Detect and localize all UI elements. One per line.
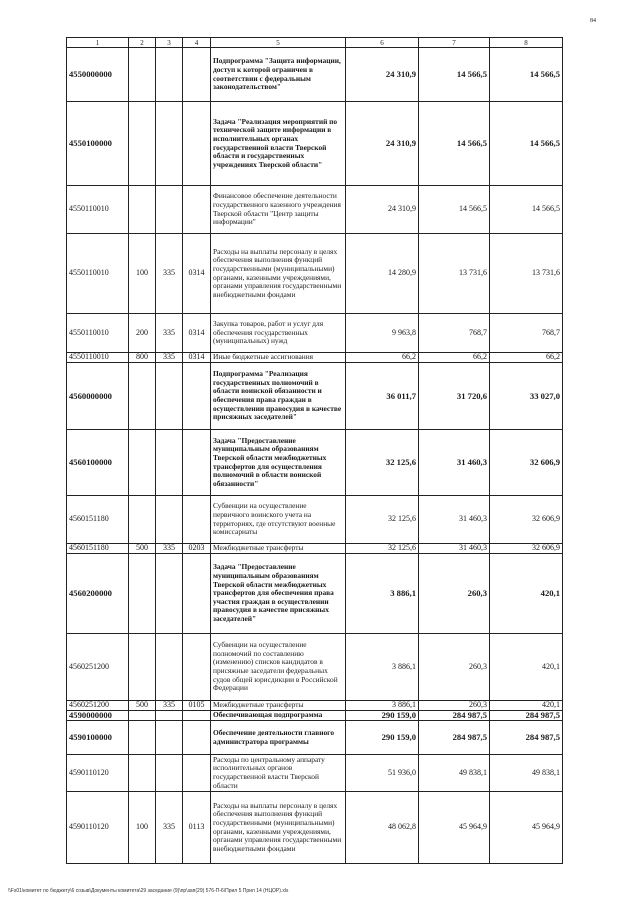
- expense-type-cell: [129, 496, 156, 544]
- section-code-cell: [183, 102, 211, 186]
- amount-year2-cell: 49 838,1: [419, 755, 490, 792]
- amount-year2-cell: 14 566,5: [419, 102, 490, 186]
- section-code-cell: [183, 634, 211, 701]
- admin-code-cell: 335: [156, 792, 183, 864]
- section-code-cell: 0314: [183, 353, 211, 363]
- expense-type-cell: 800: [129, 353, 156, 363]
- admin-code-cell: [156, 363, 183, 430]
- column-header: 7: [419, 38, 490, 48]
- amount-year2-cell: 260,3: [419, 554, 490, 634]
- table-row: [67, 554, 563, 634]
- file-path-footer: \\Fs01\комитет по бюджету\6 созыв\Документы комитета\29 заседание (9)\пр\зап(29) 576-П-6\Прил 5 Прил 14 (НЦОР).xls: [8, 888, 289, 894]
- budget-code-cell: 4550110010: [67, 186, 129, 234]
- amount-year3-cell: 32 606,9: [490, 544, 563, 554]
- amount-year1-cell: 3 886,1: [346, 634, 419, 701]
- table-row: [67, 186, 563, 234]
- amount-year3-cell: 49 838,1: [490, 755, 563, 792]
- section-code-cell: [183, 430, 211, 496]
- description-cell: Межбюджетные трансферты: [211, 701, 346, 711]
- amount-year3-cell: 32 606,9: [490, 430, 563, 496]
- budget-code-cell: 4550110010: [67, 353, 129, 363]
- budget-table-container: [66, 37, 562, 864]
- admin-code-cell: [156, 186, 183, 234]
- description-cell: Расходы по центральному аппарату исполнительных органов государственной власти Тверской области: [211, 755, 346, 792]
- amount-year1-cell: 9 963,8: [346, 314, 419, 353]
- admin-code-cell: 335: [156, 544, 183, 554]
- table-row: [67, 102, 563, 186]
- amount-year3-cell: 420,1: [490, 634, 563, 701]
- amount-year3-cell: 66,2: [490, 353, 563, 363]
- description-cell: Расходы на выплаты персоналу в целях обеспечения выполнения функций государственными (муниципальными) органами, казенными учреждениями, органами управления государственными внебюджетными фондами: [211, 234, 346, 314]
- table-row: [67, 721, 563, 755]
- table-row: [67, 544, 563, 554]
- expense-type-cell: [129, 430, 156, 496]
- amount-year3-cell: 13 731,6: [490, 234, 563, 314]
- admin-code-cell: 335: [156, 701, 183, 711]
- amount-year2-cell: 31 460,3: [419, 496, 490, 544]
- section-code-cell: 0314: [183, 234, 211, 314]
- budget-code-cell: 4550110010: [67, 314, 129, 353]
- amount-year1-cell: 290 159,0: [346, 711, 419, 721]
- section-code-cell: [183, 755, 211, 792]
- description-cell: Расходы на выплаты персоналу в целях обеспечения выполнения функций государственными (муниципальными) органами, казенными учреждениями, органами управления государственными внебюджетными фондами: [211, 792, 346, 864]
- expense-type-cell: [129, 363, 156, 430]
- section-code-cell: [183, 186, 211, 234]
- expense-type-cell: 500: [129, 544, 156, 554]
- amount-year1-cell: 24 310,9: [346, 102, 419, 186]
- expense-type-cell: 500: [129, 701, 156, 711]
- description-cell: Обеспечивающая подпрограмма: [211, 711, 346, 721]
- description-cell: Задача "Предоставление муниципальным образованиям Тверской области межбюджетных трансфертов для осуществления полномочий в области воинской обязанности": [211, 430, 346, 496]
- amount-year1-cell: 36 011,7: [346, 363, 419, 430]
- budget-code-cell: 4550000000: [67, 48, 129, 102]
- column-header: 3: [156, 38, 183, 48]
- section-code-cell: 0105: [183, 701, 211, 711]
- admin-code-cell: [156, 496, 183, 544]
- expense-type-cell: [129, 634, 156, 701]
- amount-year2-cell: 31 720,6: [419, 363, 490, 430]
- amount-year1-cell: 48 062,8: [346, 792, 419, 864]
- expense-type-cell: [129, 48, 156, 102]
- amount-year1-cell: 3 886,1: [346, 701, 419, 711]
- table-row: [67, 711, 563, 721]
- expense-type-cell: [129, 721, 156, 755]
- budget-code-cell: 4560200000: [67, 554, 129, 634]
- expense-type-cell: [129, 711, 156, 721]
- budget-code-cell: 4550100000: [67, 102, 129, 186]
- column-header: 5: [211, 38, 346, 48]
- table-row: [67, 496, 563, 544]
- amount-year1-cell: 32 125,6: [346, 544, 419, 554]
- amount-year3-cell: 45 964,9: [490, 792, 563, 864]
- table-row: [67, 353, 563, 363]
- budget-code-cell: 4560251200: [67, 634, 129, 701]
- admin-code-cell: [156, 634, 183, 701]
- amount-year3-cell: 32 606,9: [490, 496, 563, 544]
- table-row: [67, 634, 563, 701]
- budget-code-cell: 4590110120: [67, 792, 129, 864]
- amount-year2-cell: 14 566,5: [419, 186, 490, 234]
- column-header: 4: [183, 38, 211, 48]
- budget-code-cell: 4560151180: [67, 496, 129, 544]
- amount-year1-cell: 290 159,0: [346, 721, 419, 755]
- expense-type-cell: [129, 554, 156, 634]
- expense-type-cell: [129, 102, 156, 186]
- amount-year1-cell: 3 886,1: [346, 554, 419, 634]
- table-row: [67, 430, 563, 496]
- amount-year3-cell: 420,1: [490, 554, 563, 634]
- amount-year1-cell: 24 310,9: [346, 186, 419, 234]
- table-row: [67, 755, 563, 792]
- section-code-cell: 0113: [183, 792, 211, 864]
- amount-year3-cell: 284 987,5: [490, 721, 563, 755]
- description-cell: Субвенции на осуществление полномочий по составлению (изменению) списков кандидатов в присяжные заседатели федеральных судов общей юрисдикции в Российской Федерации: [211, 634, 346, 701]
- table-row: [67, 314, 563, 353]
- expense-type-cell: 200: [129, 314, 156, 353]
- amount-year2-cell: 14 566,5: [419, 48, 490, 102]
- table-row: [67, 48, 563, 102]
- section-code-cell: [183, 48, 211, 102]
- expense-type-cell: [129, 755, 156, 792]
- admin-code-cell: [156, 430, 183, 496]
- description-cell: Обеспечение деятельности главного администратора программы: [211, 721, 346, 755]
- admin-code-cell: [156, 102, 183, 186]
- admin-code-cell: 335: [156, 353, 183, 363]
- amount-year2-cell: 31 460,3: [419, 544, 490, 554]
- admin-code-cell: [156, 711, 183, 721]
- amount-year2-cell: 66,2: [419, 353, 490, 363]
- section-code-cell: 0314: [183, 314, 211, 353]
- admin-code-cell: 335: [156, 234, 183, 314]
- section-code-cell: [183, 554, 211, 634]
- amount-year2-cell: 768,7: [419, 314, 490, 353]
- amount-year1-cell: 66,2: [346, 353, 419, 363]
- description-cell: Финансовое обеспечение деятельности государственного казенного учреждения Тверской области "Центр защиты информации": [211, 186, 346, 234]
- amount-year3-cell: 33 027,0: [490, 363, 563, 430]
- amount-year3-cell: 768,7: [490, 314, 563, 353]
- description-cell: Субвенции на осуществление первичного воинского учета на территориях, где отсутствуют военные комиссариаты: [211, 496, 346, 544]
- amount-year3-cell: 284 987,5: [490, 711, 563, 721]
- admin-code-cell: 335: [156, 314, 183, 353]
- column-header: 2: [129, 38, 156, 48]
- section-code-cell: [183, 363, 211, 430]
- table-row: [67, 701, 563, 711]
- budget-code-cell: 4550110010: [67, 234, 129, 314]
- amount-year3-cell: 14 566,5: [490, 48, 563, 102]
- section-code-cell: [183, 496, 211, 544]
- budget-code-cell: 4560151180: [67, 544, 129, 554]
- amount-year1-cell: 51 936,0: [346, 755, 419, 792]
- admin-code-cell: [156, 721, 183, 755]
- column-header: 6: [346, 38, 419, 48]
- budget-code-cell: 4590110120: [67, 755, 129, 792]
- expense-type-cell: 100: [129, 234, 156, 314]
- section-code-cell: [183, 721, 211, 755]
- table-row: [67, 234, 563, 314]
- amount-year2-cell: 31 460,3: [419, 430, 490, 496]
- amount-year2-cell: 284 987,5: [419, 721, 490, 755]
- section-code-cell: [183, 711, 211, 721]
- amount-year1-cell: 24 310,9: [346, 48, 419, 102]
- budget-code-cell: 4560000000: [67, 363, 129, 430]
- budget-code-cell: 4560251200: [67, 701, 129, 711]
- budget-code-cell: 4590000000: [67, 711, 129, 721]
- amount-year3-cell: 14 566,5: [490, 186, 563, 234]
- description-cell: Подпрограмма "Реализация государственных полномочий в области воинской обязанности и обеспечения права граждан в осуществлении правосудия в качестве присяжных заседателей": [211, 363, 346, 430]
- admin-code-cell: [156, 554, 183, 634]
- amount-year2-cell: 260,3: [419, 634, 490, 701]
- table-row: [67, 363, 563, 430]
- amount-year1-cell: 32 125,6: [346, 496, 419, 544]
- expense-type-cell: [129, 186, 156, 234]
- amount-year2-cell: 284 987,5: [419, 711, 490, 721]
- table-row: [67, 792, 563, 864]
- description-cell: Межбюджетные трансферты: [211, 544, 346, 554]
- page-number: 84: [590, 18, 596, 24]
- amount-year1-cell: 14 280,9: [346, 234, 419, 314]
- admin-code-cell: [156, 755, 183, 792]
- amount-year3-cell: 14 566,5: [490, 102, 563, 186]
- amount-year3-cell: 420,1: [490, 701, 563, 711]
- description-cell: Задача "Реализация мероприятий по технической защите информации в исполнительных органах государственной власти Тверской области и государственных учреждениях Тверской области": [211, 102, 346, 186]
- column-number-row: [67, 38, 563, 48]
- budget-code-cell: 4590100000: [67, 721, 129, 755]
- admin-code-cell: [156, 48, 183, 102]
- expense-type-cell: 100: [129, 792, 156, 864]
- amount-year2-cell: 13 731,6: [419, 234, 490, 314]
- amount-year2-cell: 260,3: [419, 701, 490, 711]
- budget-table: [66, 37, 563, 864]
- description-cell: Закупка товаров, работ и услуг для обеспечения государственных (муниципальных) нужд: [211, 314, 346, 353]
- description-cell: Задача "Предоставление муниципальным образованиям Тверской области межбюджетных трансфертов для обеспечения права участия граждан в осуществлении правосудия в качестве присяжных заседателей": [211, 554, 346, 634]
- budget-code-cell: 4560100000: [67, 430, 129, 496]
- description-cell: Подпрограмма "Защита информации, доступ к которой ограничен в соответствии с федеральным законодательством": [211, 48, 346, 102]
- section-code-cell: 0203: [183, 544, 211, 554]
- amount-year1-cell: 32 125,6: [346, 430, 419, 496]
- column-header: 1: [67, 38, 129, 48]
- column-header: 8: [490, 38, 563, 48]
- description-cell: Иные бюджетные ассигнования: [211, 353, 346, 363]
- amount-year2-cell: 45 964,9: [419, 792, 490, 864]
